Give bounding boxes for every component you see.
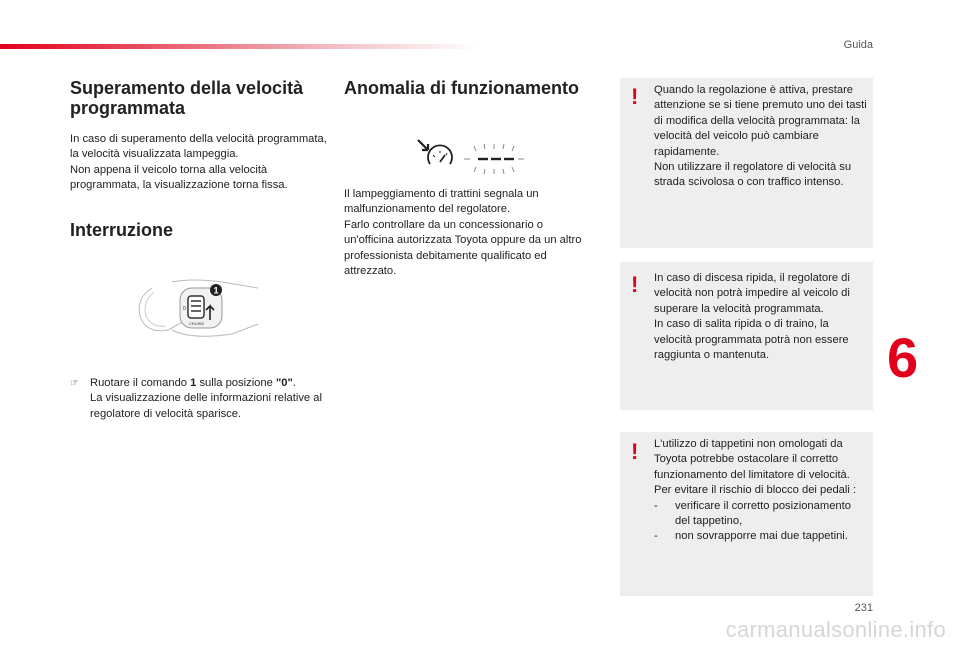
section-title: Guida (843, 39, 873, 51)
warning-icon: ! (631, 439, 639, 464)
warning-content-3 (654, 437, 867, 545)
instruction-text: Ruotare il comando 1 sulla posizione "0". La visualizzazione delle informazioni relative al regolatore di velocità sparisce. (90, 377, 322, 420)
warning-list (654, 499, 867, 545)
list-item: - non sovrapporre mai due tappetini. (654, 530, 848, 543)
warning-icon: ! (631, 84, 639, 109)
heading-anomalia: Anomalia di funzionamento (344, 78, 580, 98)
arrow-bullet-icon: ☞ (70, 378, 79, 389)
paragraph-superamento: In caso di superamento della velocità programmata, la velocità visualizzata lampeggia. Non appena il veicolo torna alla velocità programmata, la visualizzazione torna fissa. (70, 133, 327, 192)
page-number: 231 (854, 602, 873, 614)
flash-arrow-icon (418, 140, 428, 150)
warning-box-2 (620, 262, 873, 410)
warning-text-1: Quando la regolazione è attiva, prestare attenzione se si tiene premuto uno dei tasti di modifica della velocità programmata: la velocità del veicolo può cambiare rapidamente. Non utilizzare il regolatore di velocità su strada scivolosa o con traffico intenso. (654, 84, 867, 189)
warning-text-3: L'utilizzo di tappetini non omologati da Toyota potrebbe ostacolare il corretto funzionamento del limitatore di velocità. Per evitare il rischio di blocco dei pedali : (654, 438, 857, 497)
heading-interruzione: Interruzione (70, 220, 174, 240)
figure-label-zero: 0 (183, 306, 186, 312)
paragraph-anomalia: Il lampeggiamento di trattini segnala un malfunzionamento del regolatore. Farlo controllare da un concessionario o un'officina autorizzata Toyota oppure da un altro professionista debitamente qualificato ed attrezzato. (344, 188, 582, 278)
watermark: carmanualsonline.info (725, 617, 946, 642)
warning-icon: ! (631, 272, 639, 297)
cruise-fault-indicator (416, 138, 528, 178)
warning-box-3 (620, 432, 873, 596)
chapter-number: 6 (887, 326, 919, 389)
left-column (70, 78, 332, 194)
header-accent-bar (0, 44, 480, 49)
instruction-bullet (70, 376, 332, 422)
callout-1: 1 (213, 285, 219, 296)
cruise-lever-illustration (132, 268, 262, 344)
heading-superamento: Superamento della velocità programmata (70, 78, 304, 118)
warning-text-2: In caso di discesa ripida, il regolatore di velocità non potrà impedire al veicolo di superare la velocità programmata. In caso di salita ripida o di traino, la velocità programmata potrà non essere raggiunta o mantenuta. (654, 272, 850, 362)
figure-label-cruise: CRUISE (189, 321, 205, 326)
warning-box-1 (620, 78, 873, 248)
list-item: - verificare il corretto posizionamento del tappetino, (654, 499, 851, 528)
